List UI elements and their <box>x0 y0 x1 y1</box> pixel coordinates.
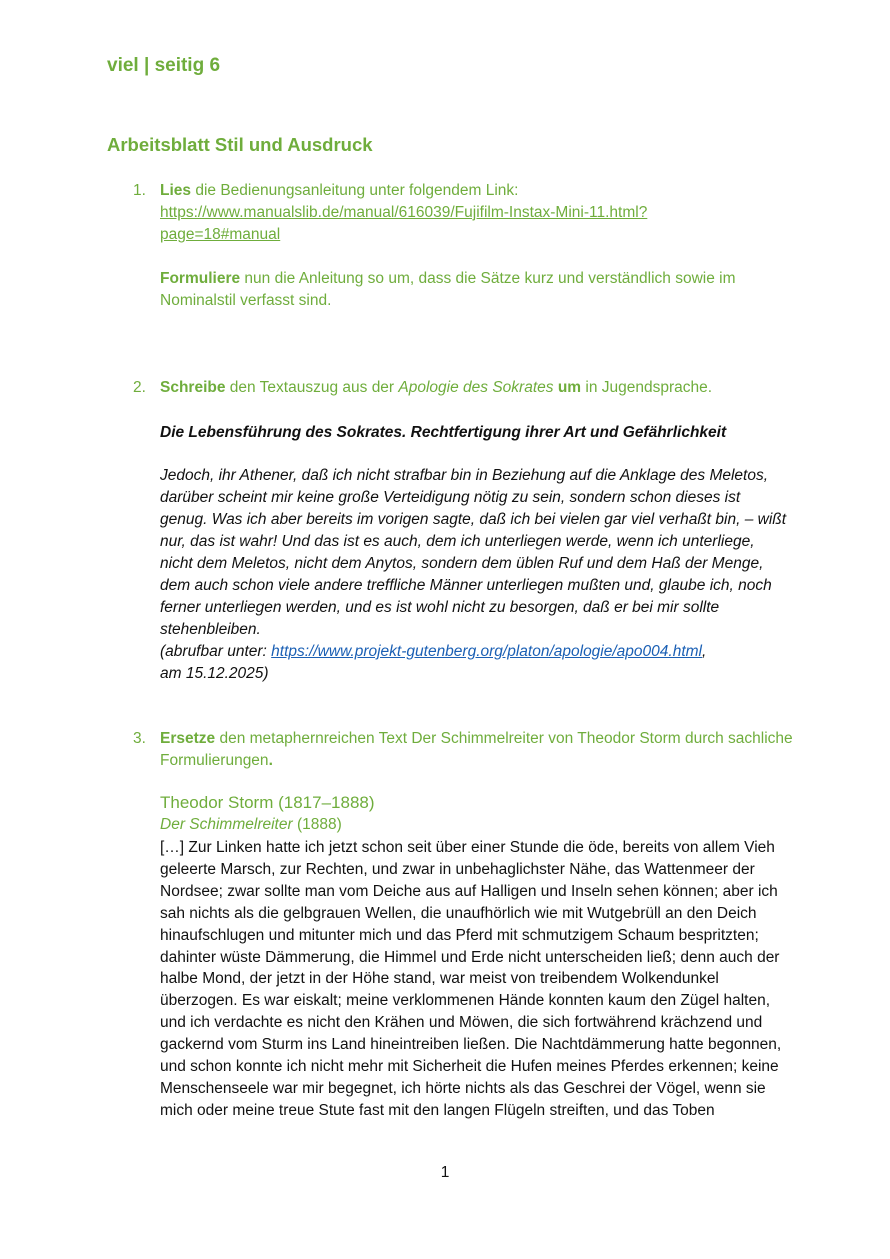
task-2-verb: Schreibe <box>160 379 226 396</box>
sokrates-heading: Die Lebensführung des Sokrates. Rechtfertigung ihrer Art und Gefährlichkeit <box>160 424 727 441</box>
storm-work <box>160 816 342 834</box>
source-prefix: (abrufbar unter: <box>160 643 272 660</box>
task-3-period: . <box>268 752 273 769</box>
task-1-verb-2: Formuliere <box>160 270 241 287</box>
gutenberg-link[interactable]: https://www.projekt-gutenberg.org/platon/apologie/apo004.html <box>271 643 702 660</box>
task-2 <box>133 377 793 399</box>
task-1-instruction <box>133 268 793 312</box>
task-1 <box>133 180 793 246</box>
source-suffix: , <box>702 643 707 660</box>
task-2-text-b: in Jugendsprache. <box>581 379 713 396</box>
task-1-verb: Lies <box>160 182 192 199</box>
page-header: viel | seitig 6 <box>107 55 221 76</box>
task-3-verb: Ersetze <box>160 730 216 747</box>
task-3-text: den metaphernreichen Text Der Schimmelreiter von Theodor Storm durch sachliche Formulierungen <box>160 730 793 769</box>
storm-work-year: (1888) <box>292 816 342 833</box>
storm-work-title: Der Schimmelreiter <box>160 816 293 833</box>
task-2-um: um <box>553 379 582 396</box>
task-2-text-a: den Textauszug aus der <box>225 379 399 396</box>
sokrates-passage <box>160 465 790 685</box>
page-number: 1 <box>440 1164 450 1181</box>
task-3 <box>133 728 793 772</box>
source-date: am 15.12.2025) <box>160 665 269 682</box>
task-1-number: 1. <box>133 182 146 199</box>
storm-passage: […] Zur Linken hatte ich jetzt schon seit über einer Stunde die öde, bereits von allem Vieh geleerte Marsch, zur Rechten, und zwar in unbehaglichster Nähe, das Wattenmeer der Nordsee; zwar sollte man vom Deiche aus auf Halligen und Inseln sehen können; aber ich sah nichts als die gelbgrauen Wellen, die unaufhörlich wie mit Wutgebrüll an den Deich hinaufschlugen und mitunter mich und das Pferd mit schmutzigem Schaum bespritzten; dahinter wüste Dämmerung, die Himmel und Erde nicht unterscheiden ließ; denn auch der halbe Mond, der jetzt in der Höhe stand, war meist von treibendem Wolkendunkel überzogen. Es war eiskalt; meine verklommenen Hände konnten kaum den Zügel halten, und ich verdachte es nicht den Krähen und Möwen, die sich fortwährend krächzend und gackernd vom Sturm ins Land hineintreiben ließen. Die Nachtdämmerung hatte begonnen, und schon konnte ich nicht mehr mit Sicherheit die Hufen meines Pferdes erkennen; keine Menschenseele war mir begegnet, ich hörte nichts als das Geschrei der Vögel, wenn sie mich oder meine treue Stute fast mit den langen Flügeln streiften, und das Toben <box>160 839 782 1119</box>
manual-link[interactable]: https://www.manualslib.de/manual/616039/Fujifilm-Instax-Mini-11.html? page=18#manual <box>160 204 648 243</box>
task-3-number: 3. <box>133 730 146 747</box>
sokrates-text: Jedoch, ihr Athener, daß ich nicht strafbar bin in Beziehung auf die Anklage des Meletos, darüber scheint mir keine große Verteidigung nötig zu sein, sondern schon dieses ist genug. Was ich aber bereits im vorigen sagte, daß ich bei vielen gar viel verhaßt bin, – wißt nur, das ist wahr! Und das ist es auch, dem ich unterliegen werde, wenn ich unterliege, nicht dem Meletos, nicht dem Anytos, sondern dem üblen Ruf und dem Haß der Menge, dem auch schon viele andere treffliche Männer unterliegen mußten und, glaube ich, noch ferner unterliegen werden, und es ist wohl nicht zu besorgen, daß er bei mir sollte stehenbleiben. <box>160 467 787 638</box>
storm-author: Theodor Storm (1817–1888) <box>160 793 375 812</box>
task-1-text: die Bedienungsanleitung unter folgendem Link: <box>191 182 519 199</box>
worksheet-title: Arbeitsblatt Stil und Ausdruck <box>107 134 373 155</box>
task-2-number: 2. <box>133 379 146 396</box>
task-1-text-2: nun die Anleitung so um, dass die Sätze kurz und verständlich sowie im Nominalstil verfasst sind. <box>160 270 736 309</box>
task-2-work: Apologie des Sokrates <box>398 379 554 396</box>
